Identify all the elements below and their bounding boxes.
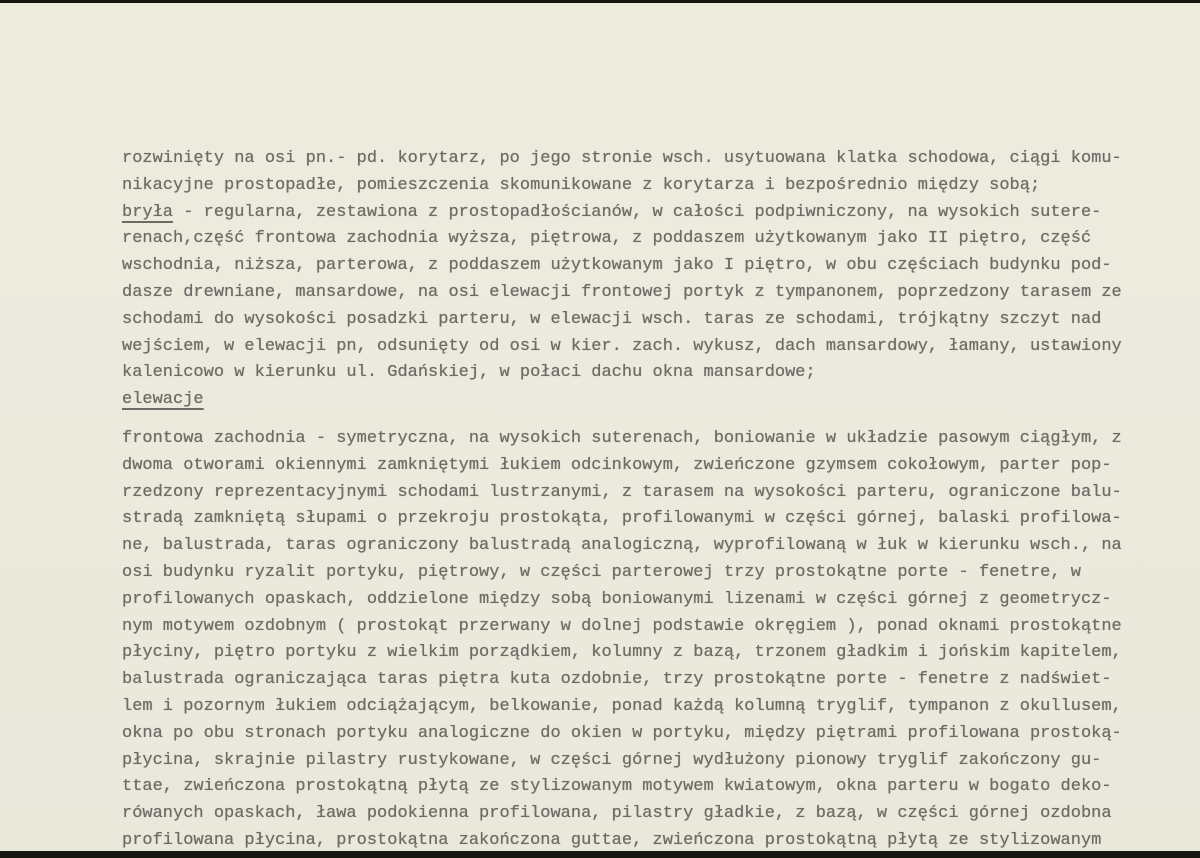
text-line: rzedzony reprezentacyjnymi schodami lustrzanymi, z tarasem na wysokości parteru, ograniczone balu- xyxy=(122,482,1122,502)
scan-edge-bottom xyxy=(0,851,1200,858)
text-line: płyciny, piętro portyku z wielkim porządkiem, kolumny z bazą, trzonem gładkim i jońskim kapitelem, xyxy=(122,643,1122,663)
text-line: bryła - regularna, zestawiona z prostopadłościanów, w całości podpiwniczony, na wysokich sutere- xyxy=(122,202,1102,222)
text-line: wejściem, w elewacji pn, odsunięty od osi w kier. zach. wykusz, dach mansardowy, łamany, ustawiony xyxy=(122,336,1122,356)
text-line: frontowa zachodnia - symetryczna, na wysokich suterenach, boniowanie w układzie pasowym ciągłym, z xyxy=(122,428,1122,448)
text-line: ne, balustrada, taras ograniczony balustradą analogiczną, wyprofilowaną w łuk w kierunku wsch., na xyxy=(122,536,1122,556)
text-line: ttae, zwieńczona prostokątną płytą ze stylizowanym motywem kwiatowym, okna parteru w bogato deko- xyxy=(122,777,1112,797)
text-line: profilowana płycina, prostokątna zakończona guttae, zwieńczona prostokątną płytą ze stylizowanym xyxy=(122,830,1102,850)
typewritten-text-block xyxy=(122,146,1122,855)
text-line: balustrada ograniczająca taras piętra kuta ozdobnie, trzy prostokątne porte - fenetre z nadświet- xyxy=(122,670,1112,690)
text-line: płycina, skrajnie pilastry rustykowane, w części górnej wydłużony pionowy tryglif zakończony gu- xyxy=(122,750,1102,770)
text-line: okna po obu stronach portyku analogiczne do okien w portyku, między piętrami profilowana prostoką- xyxy=(122,723,1122,743)
text-line: rozwinięty na osi pn.- pd. korytarz, po jego stronie wsch. usytuowana klatka schodowa, ciągi komu- xyxy=(122,149,1122,168)
text-line: wschodnia, niższa, parterowa, z poddaszem użytkowanym jako I piętro, w obu częściach budynku pod- xyxy=(122,256,1112,276)
text-line: osi budynku ryzalit portyku, piętrowy, w części parterowej trzy prostokątne porte - fenetre, w xyxy=(122,562,1081,582)
text-line: nym motywem ozdobnym ( prostokąt przerwany w dolnej podstawie okręgiem ), ponad oknami prostokątne xyxy=(122,616,1122,636)
text-line: kalenicowo w kierunku ul. Gdańskiej, w połaci dachu okna mansardowe; xyxy=(122,363,816,383)
text-line xyxy=(122,387,1122,414)
text-line: dasze drewniane, mansardowe, na osi elewacji frontowej portyk z tympanonem, poprzedzony tarasem ze xyxy=(122,282,1122,302)
text-line: renach,część frontowa zachodnia wyższa, piętrowa, z poddaszem użytkowanym jako II piętro, część xyxy=(122,229,1092,249)
text-line: lem i pozornym łukiem odciążającym, belkowanie, ponad każdą kolumną tryglif, tympanon z okullusem, xyxy=(122,696,1122,716)
underlined-word: bryła xyxy=(122,202,174,222)
text-line: dwoma otworami okiennymi zamkniętymi łukiem odcinkowym, zwieńczone gzymsem cokołowym, parter pop- xyxy=(122,455,1112,475)
text-line: schodami do wysokości posadzki parteru, w elewacji wsch. taras ze schodami, trójkątny szczyt nad xyxy=(122,309,1102,329)
underlined-word: elewacje xyxy=(122,390,204,410)
scan-edge-top xyxy=(0,0,1200,3)
text-line: nikacyjne prostopadłe, pomieszczenia skomunikowane z korytarza i bezpośrednio między sobą; xyxy=(122,175,1041,195)
text-line: rówanych opaskach, ława podokienna profilowana, pilastry gładkie, z bazą, w części górnej ozdobna xyxy=(122,804,1112,824)
text-line: stradą zamkniętą słupami o przekroju prostokąta, profilowanymi w części górnej, balaski profilowa- xyxy=(122,509,1122,529)
text-line: profilowanych opaskach, oddzielone między sobą boniowanymi lizenami w części górnej z geometrycz- xyxy=(122,589,1112,609)
